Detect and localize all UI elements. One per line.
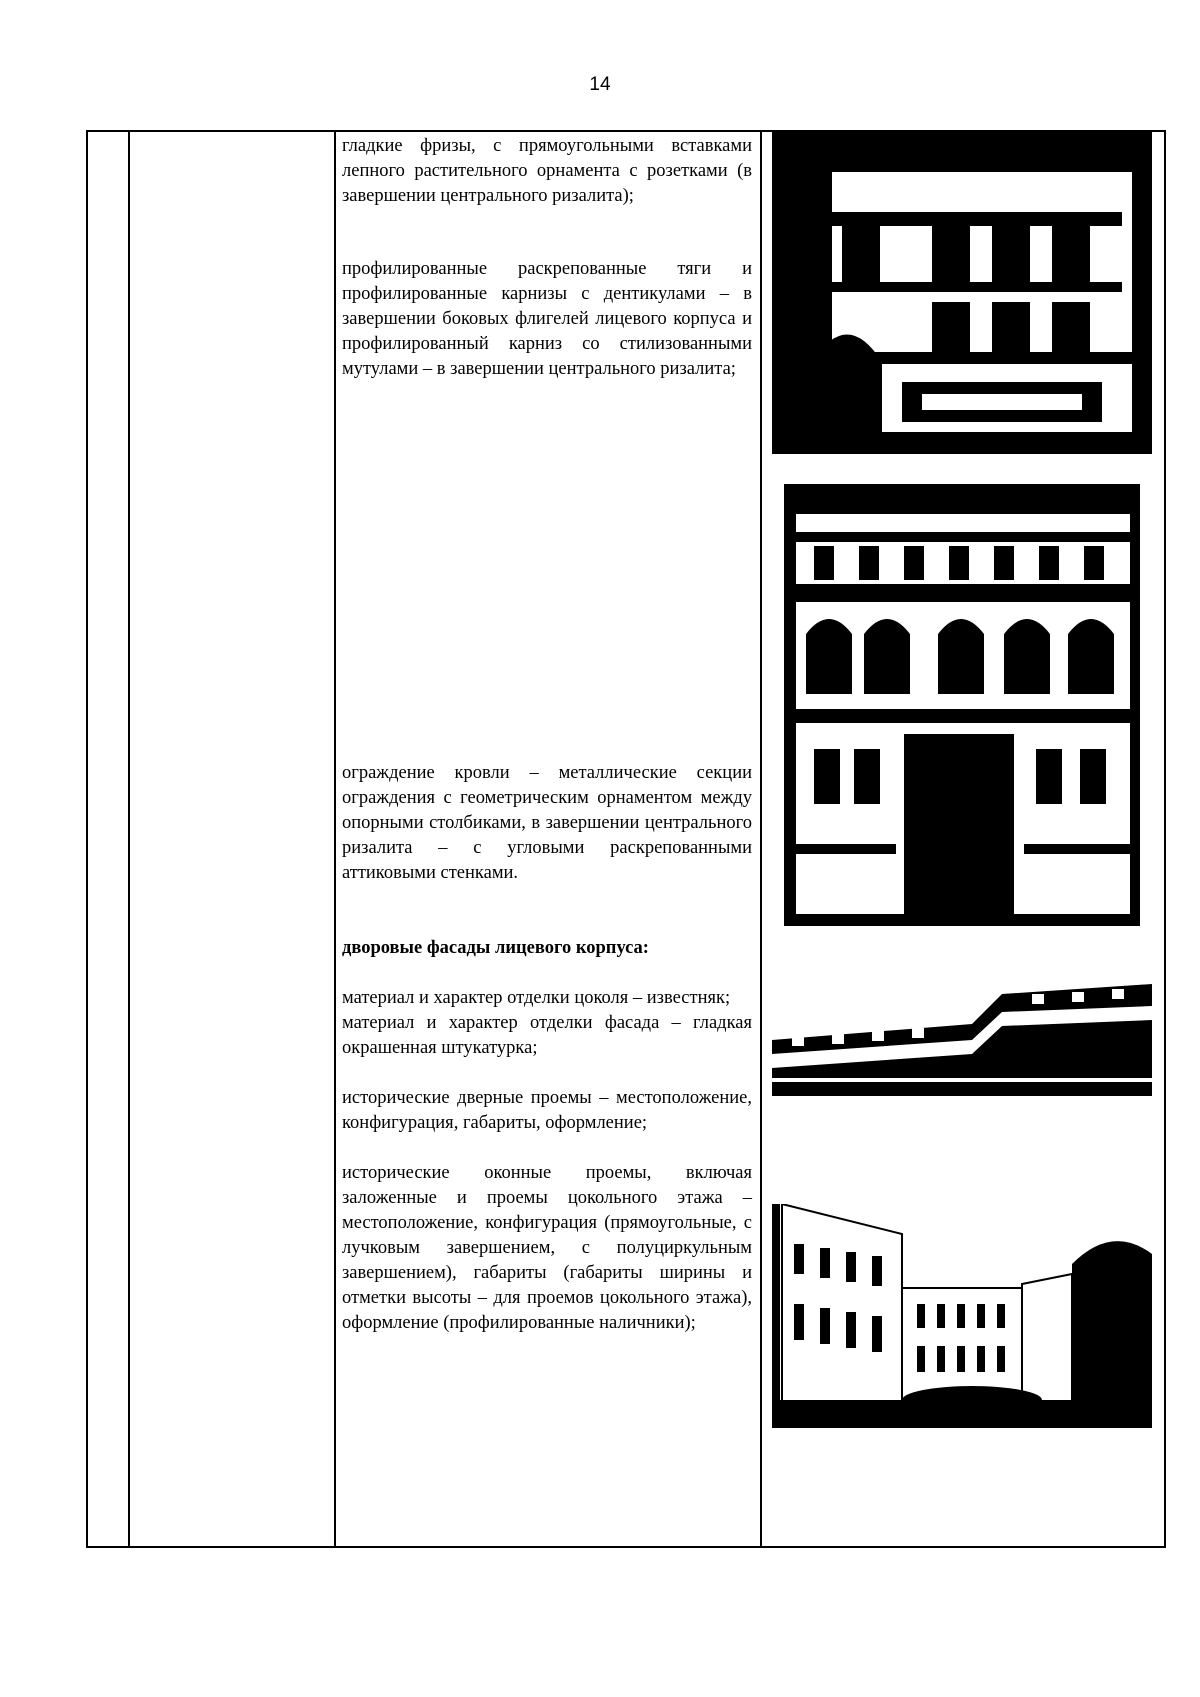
column-divider-3 <box>760 130 762 1548</box>
page-number: 14 <box>589 74 611 95</box>
paragraph-doors: исторические дверные проемы – местоположение, конфигурация, габариты, оформление; <box>342 1088 752 1133</box>
paragraph-windows: исторические оконные проемы, включая заложенные и проемы цокольного этажа – местоположение, конфигурация (прямоугольные, с лучковым завершением, с полуциркульным завершением), габариты (габариты ширины и отметки высоты – для проемов цокольного этажа), оформление (профилированные наличники); <box>342 1163 752 1333</box>
facade-photo-3 <box>772 964 1152 1096</box>
column-divider-1 <box>128 130 130 1548</box>
description-cell <box>342 134 752 1336</box>
courtyard-photo <box>772 1204 1152 1428</box>
column-divider-2 <box>334 130 336 1548</box>
facade-photo-2 <box>784 484 1140 926</box>
paragraph-cornices: профилированные раскрепованные тяги и профилированные карнизы с дентикулами – в завершении боковых флигелей лицевого корпуса и профилированный карниз со стилизованными мутулами – в завершении центрального ризалита; <box>342 259 752 379</box>
paragraph-roof-railing: ограждение кровли – металлические секции ограждения с геометрическим орнаментом между опорными столбиками, в завершении центрального ризалита – с угловыми раскрепованными аттиковыми стенками. <box>342 763 752 883</box>
paragraph-friezes: гладкие фризы, с прямоугольными вставками лепного растительного орнамента с розетками (в завершении центрального ризалита); <box>342 136 752 206</box>
section-heading-courtyard: дворовые фасады лицевого корпуса: <box>342 938 649 958</box>
paragraph-plinth: материал и характер отделки цоколя – известняк; <box>342 988 731 1008</box>
paragraph-facade-finish: материал и характер отделки фасада – гладкая окрашенная штукатурка; <box>342 1013 752 1058</box>
facade-photo-1 <box>772 132 1152 454</box>
